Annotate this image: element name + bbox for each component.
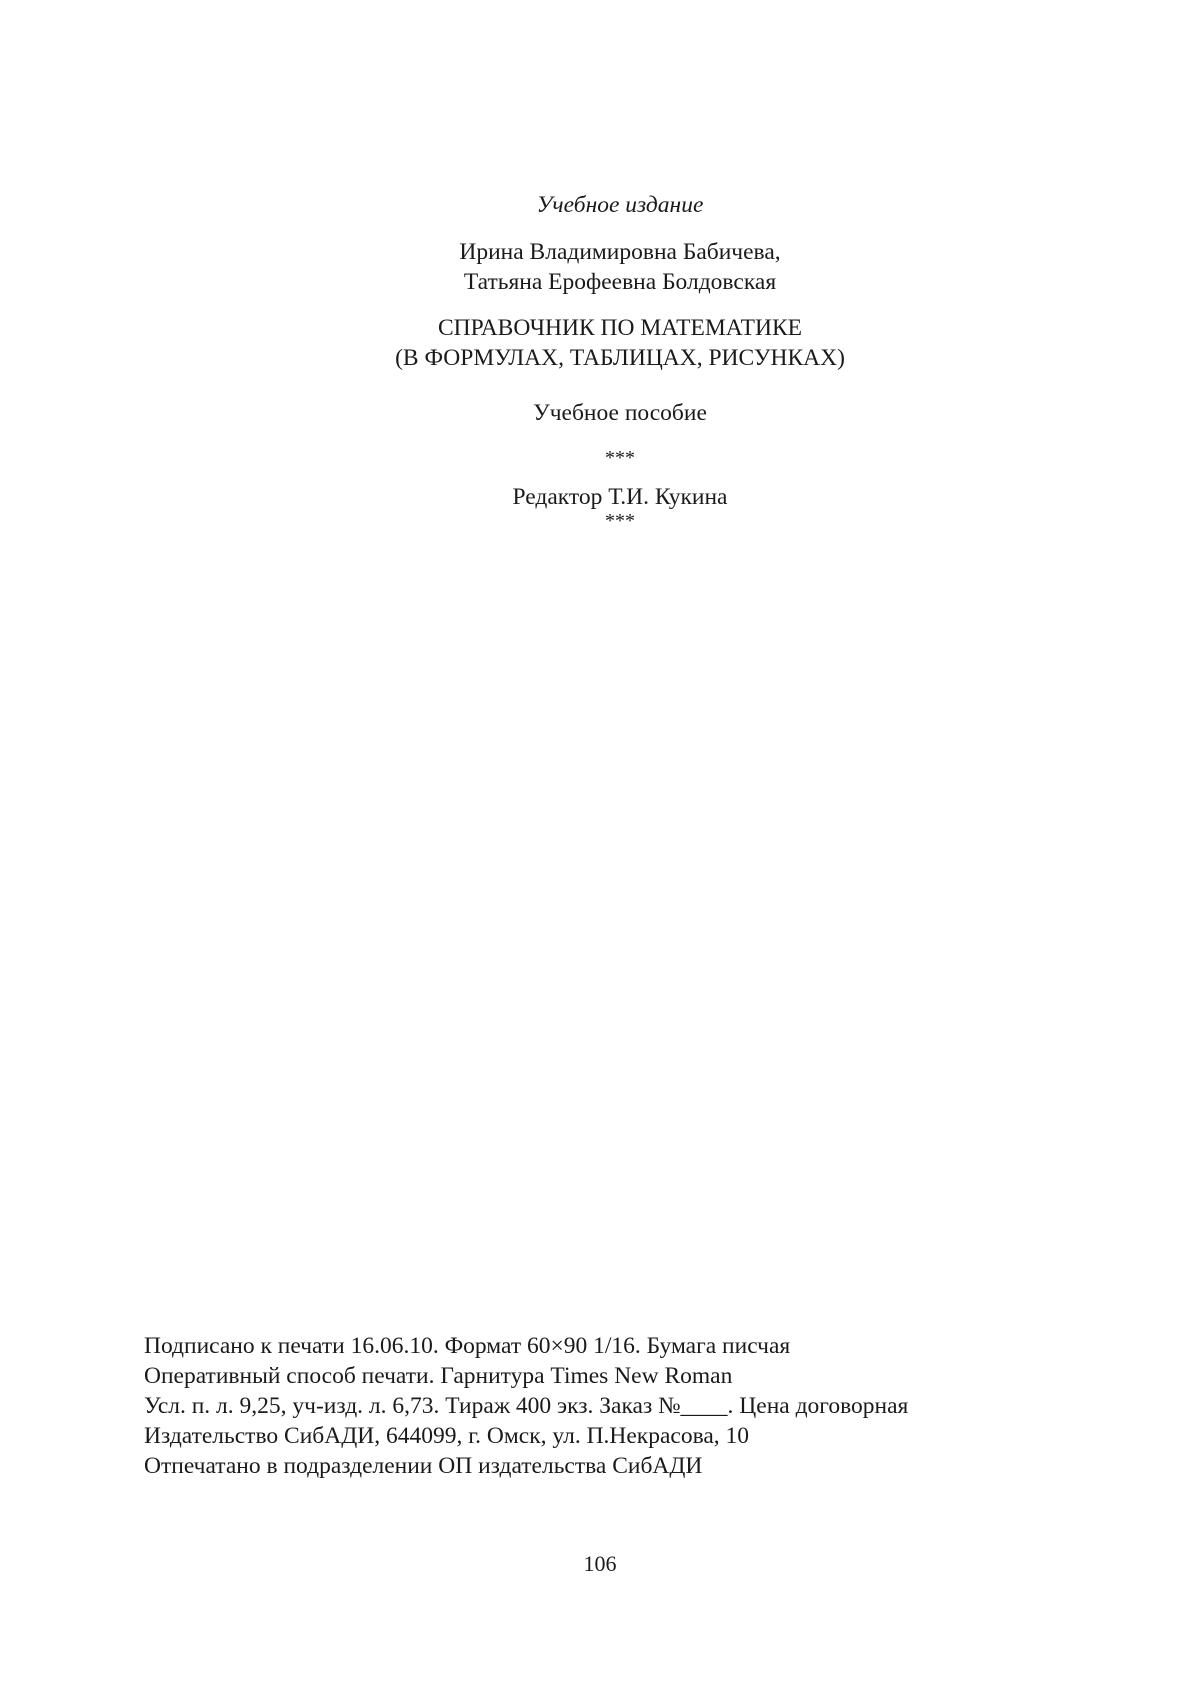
imprint-block	[144, 1331, 1144, 1481]
edition-type-text: Учебное издание	[536, 192, 704, 218]
book-kind-text: Учебное пособие	[533, 400, 707, 426]
editor-credit	[0, 482, 1200, 512]
book-title-line-2: (В ФОРМУЛАХ, ТАБЛИЦАХ, РИСУНКАХ)	[395, 345, 845, 371]
separator-top	[0, 447, 1200, 469]
imprint-line: Отпечатано в подразделении ОП издательства СибАДИ	[144, 1453, 703, 1479]
editor-credit-text: Редактор Т.И. Кукина	[512, 484, 728, 510]
imprint-line: Оперативный способ печати. Гарнитура Times New Roman	[144, 1363, 733, 1389]
author-1: Ирина Владимировна Бабичева,	[459, 239, 781, 265]
separator-bottom	[0, 510, 1200, 532]
edition-type	[0, 190, 1200, 220]
separator-top-text: ***	[605, 447, 635, 469]
imprint-line: Издательство СибАДИ, 644099, г. Омск, ул. П.Некрасова, 10	[144, 1423, 750, 1449]
author-2: Татьяна Ерофеевна Болдовская	[463, 269, 777, 295]
book-title-line-1: СПРАВОЧНИК ПО МАТЕМАТИКЕ	[438, 315, 802, 341]
book-kind	[0, 398, 1200, 428]
imprint-line: Подписано к печати 16.06.10. Формат 60×90 1/16. Бумага писчая	[144, 1333, 791, 1359]
separator-bottom-text: ***	[605, 510, 635, 532]
book-title	[0, 313, 1200, 373]
imprint-line: Усл. п. л. 9,25, уч-изд. л. 6,73. Тираж 400 экз. Заказ №____. Цена договорная	[144, 1393, 909, 1419]
authors-block	[0, 237, 1200, 297]
page-number: 106	[583, 1551, 617, 1576]
